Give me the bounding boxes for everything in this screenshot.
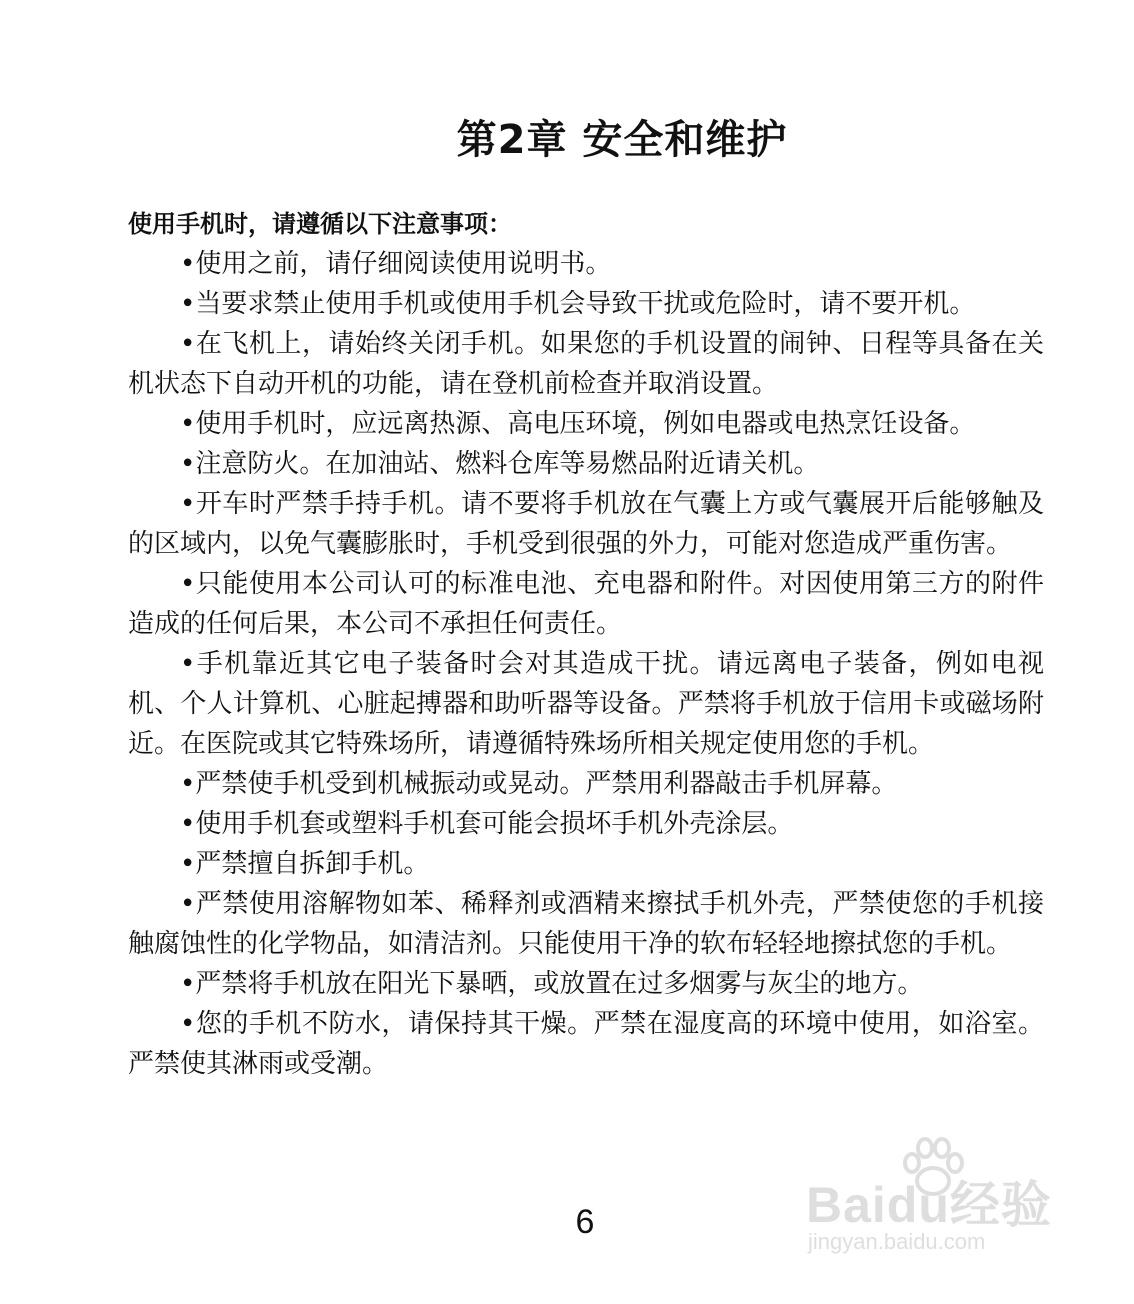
note-paragraph: •严禁擅自拆卸手机。 xyxy=(180,849,430,879)
note-paragraph: •只能使用本公司认可的标准电池、充电器和附件。对因使用第三方的附件造成的任何后果，本公司不承担任何责任。 xyxy=(128,569,1044,639)
note-paragraph: •注意防火。在加油站、燃料仓库等易燃品附近请关机。 xyxy=(180,449,820,479)
note-paragraph: •在飞机上，请始终关闭手机。如果您的手机设置的闹钟、日程等具备在关机状态下自动开机的功能，请在登机前检查并取消设置。 xyxy=(128,329,1044,399)
safety-notes xyxy=(128,244,1044,1084)
note-paragraph: •手机靠近其它电子装备时会对其造成干扰。请远离电子装备，例如电视机、个人计算机、心脏起搏器和助听器等设备。严禁将手机放于信用卡或磁场附近。在医院或其它特殊场所，请遵循特殊场所相关规定使用您的手机。 xyxy=(128,649,1044,759)
watermark-url: jingyan.baidu.com xyxy=(808,1229,986,1254)
note-paragraph: •开车时严禁手持手机。请不要将手机放在气囊上方或气囊展开后能够触及的区域内，以免气囊膨胀时，手机受到很强的外力，可能对您造成严重伤害。 xyxy=(128,489,1044,559)
intro-heading: 使用手机时，请遵循以下注意事项： xyxy=(128,210,512,238)
page-title: 第2章 安全和维护 xyxy=(456,117,788,163)
note-paragraph: •严禁将手机放在阳光下暴晒，或放置在过多烟雾与灰尘的地方。 xyxy=(180,969,924,999)
baidu-watermark xyxy=(806,1135,1066,1265)
note-paragraph: •严禁使手机受到机械振动或晃动。严禁用利器敲击手机屏幕。 xyxy=(180,769,898,799)
note-paragraph: •使用之前，请仔细阅读使用说明书。 xyxy=(180,249,612,279)
page-number: 6 xyxy=(575,1203,595,1241)
watermark-logo-text: Baidu经验 xyxy=(806,1177,1052,1233)
note-paragraph: •使用手机套或塑料手机套可能会损坏手机外壳涂层。 xyxy=(180,809,794,839)
note-paragraph: •您的手机不防水，请保持其干燥。严禁在湿度高的环境中使用，如浴室。严禁使其淋雨或受潮。 xyxy=(128,1009,1044,1079)
note-paragraph: •当要求禁止使用手机或使用手机会导致干扰或危险时，请不要开机。 xyxy=(180,289,976,319)
note-paragraph: •使用手机时，应远离热源、高电压环境，例如电器或电热烹饪设备。 xyxy=(180,409,976,439)
note-paragraph: •严禁使用溶解物如苯、稀释剂或酒精来擦拭手机外壳，严禁使您的手机接触腐蚀性的化学物品，如清洁剂。只能使用干净的软布轻轻地擦拭您的手机。 xyxy=(128,889,1044,959)
